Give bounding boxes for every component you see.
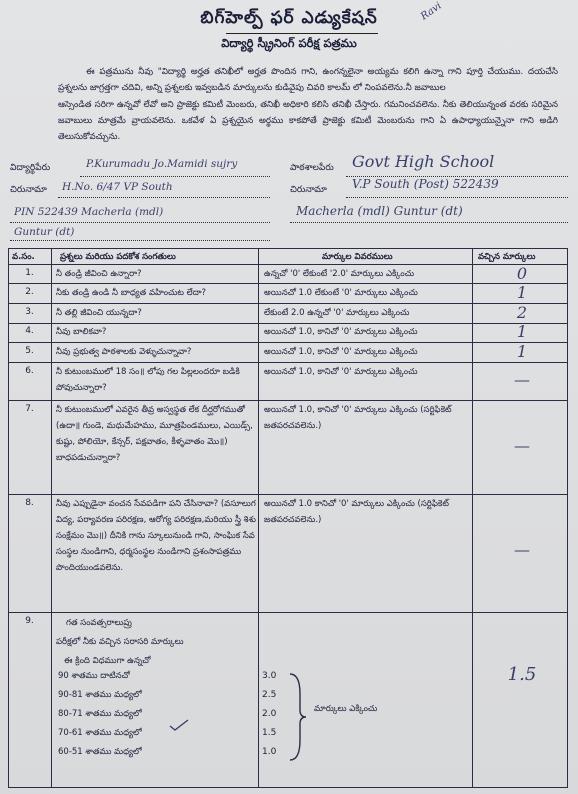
row-3-sno: 3. (25, 307, 34, 317)
pin-line-rule (10, 222, 270, 223)
school-name-value[interactable]: Govt High School (352, 152, 495, 171)
row-6-sno: 6. (25, 366, 34, 376)
form-title: బిగ్‌హెల్ప్ ఫర్ ఎడ్యుకేషన్ (200, 8, 378, 28)
school-pin-line[interactable]: Macherla (mdl) Guntur (dt) (296, 204, 463, 218)
row-9-line-2: పరీక్షలో నీకు వచ్చిన సరాసరి మార్కులు (56, 637, 184, 647)
row-8-question: నీవు ఎప్పుడైనా వంచన సేవపడిగా పని చేసినావా? (వసూలుగ విద్య, పర్యావరణ పరిరక్షణ, ఆరోగ్య పరిరక్షణ,మరియు స్త్రీ శిశు సంక్షేమం మొ॥) దీనికి గాను స్కూలునుండి గాని, సాంఘిక సేవ సంస్థల నుండిగాని, ధర్మసంస్థల నుండిగాని ప్రశంసాపత్రము పొందియుండవలెను. (56, 499, 256, 573)
row-5-sno: 5. (25, 346, 34, 356)
grade-label-1: 90 శాతము దాటినచో (58, 671, 130, 681)
col-divider (258, 248, 259, 788)
row-7-question: నీ కుటుంబములో ఎవరైన తీవ్ర అస్వస్థత లేక దీర్ఘరోగముతో (ఉదా॥ గుండె, మధుమేహము, మూత్రపిండములు, ఎయిడ్స్, కుష్టు, పోలియో, కేన్సర్, పక్షవాతం, కీళ్ళవాతం మొ॥) బాధపడుచున్నారా? (56, 405, 253, 463)
row-7-sno: 7. (25, 404, 34, 414)
row-divider (8, 400, 568, 401)
form-subtitle: విద్యార్థి స్క్రీనింగ్ పరీక్ష పత్రము (221, 36, 357, 50)
grade-value-2: 2.5 (262, 690, 277, 700)
row-1-awarded[interactable]: 0 (516, 264, 528, 283)
row-6-marks: అయినచో 1.0, కానిచో '0' మార్కులు ఎక్కించు (264, 367, 418, 377)
student-name-label: విద్యార్థిపేరు (10, 163, 51, 173)
row-6-question: నీ కుటుంబములో 18 సం॥ లోపు గల పిల్లలందరూ బడికి పోవుచున్నారా? (56, 367, 240, 393)
row-5-question: నీవు ప్రభుత్వ పాఠశాలకు వెళ్ళుచున్నావా? (56, 347, 192, 357)
district-line-rule (10, 240, 270, 241)
row-5-awarded[interactable]: 1 (516, 342, 528, 361)
row-2-awarded[interactable]: 1 (516, 283, 528, 302)
grade-label-4: 70-61 శాతము మధ్యలో (58, 728, 142, 738)
row-2-question: నీకు తండ్రి ఉండి నీ బాధ్యత వహించుట లేదా? (56, 288, 207, 298)
row-3-marks: లేకుంటే 2.0 ఉన్నచో '0' మార్కులు ఎక్కించు (264, 308, 410, 318)
tick-mark-icon (168, 718, 190, 732)
address-label: చిరునామా (10, 185, 47, 195)
grade-brace (288, 672, 308, 762)
row-4-marks: అయినచో 1.0, కానిచో '0' మార్కులు ఎక్కించు (264, 327, 418, 337)
grade-value-4: 1.5 (262, 728, 277, 738)
row-6-awarded[interactable]: — (514, 370, 530, 389)
grade-label-5: 60-51 శాతము మధ్యలో (58, 747, 142, 757)
student-name-value[interactable]: P.Kurumadu Jo.Mamidi sujry (86, 158, 238, 170)
row-divider (8, 362, 568, 363)
row-1-question: నీ తండ్రి జీవించి ఉన్నారా? (56, 269, 142, 279)
instructions-paragraph-2: ఆస్సెండిత సరిగా ఉన్నవో లేవో అని ప్రాజెక్టు కమిటీ మెంబరు, తనిఖీ అధికారి కలిసి తనిఖీ చేస్తారు. గమనించవలెను. నీకు తెలియున్నంత వరకు సరిమైన జవాబులు మాత్రమే వ్రాయవలెను. ఒకవేళ ఏ ప్రశ్నయైన అర్థము కాకపోతే ప్రాజెక్టు కమిటీ మెంబరును గాని ఏ ఉపాధ్యాయున్నైనా గాని అడిగి తెలుసుకోవచ్చును. (58, 99, 558, 143)
title-underline (226, 33, 378, 34)
grade-value-1: 3.0 (262, 671, 277, 681)
row-7-awarded[interactable]: — (514, 436, 530, 455)
grades-note: మార్కులు ఎక్కించు (314, 704, 378, 714)
header-marks-awarded: వచ్చిన మార్కులు (478, 252, 536, 262)
header-sno: వ.సం. (12, 252, 35, 262)
row-4-question: నీవు బాలికవా? (56, 327, 107, 337)
header-marks-detail: మార్కుల వివరములు (322, 252, 393, 262)
district-line[interactable]: Guntur (dt) (14, 226, 75, 238)
row-5-marks: అయినచో 1.0, కానిచో '0' మార్కులు ఎక్కించు (264, 347, 418, 357)
row-8-marks: అయినచో 1.0 కానిచో '0' మార్కులు ఎక్కించు (సర్టిఫికెట్ జతపరచవలెను.) (264, 499, 449, 525)
grade-label-2: 90-81 శాతము మధ్యలో (58, 690, 142, 700)
row-8-sno: 8. (25, 498, 34, 508)
row-divider (8, 612, 568, 613)
grade-label-3: 80-71 శాతము మధ్యలో (58, 709, 142, 719)
header-question: ప్రశ్నలు మరియు పదకోశ సంగతులు (60, 252, 176, 262)
row-2-marks: అయినచో 1.0 లేకుంటే '0' మార్కులు ఎక్కించు (264, 288, 418, 298)
row-2-sno: 2. (25, 287, 34, 297)
handwritten-signature: Ravi (418, 0, 444, 23)
row-9-sno: 9. (25, 616, 34, 626)
school-address-value[interactable]: V.P South (Post) 522439 (352, 177, 499, 191)
row-9-line-3: ఈ క్రింది విధముగా ఉన్నచో (64, 656, 151, 666)
row-1-sno: 1. (25, 268, 34, 278)
school-address-line (346, 197, 568, 198)
row-9-line-1: గత సంవత్సరాలుప్రు (66, 618, 132, 628)
school-pin-line-rule (290, 222, 568, 223)
row-divider (8, 494, 568, 495)
row-4-sno: 4. (25, 326, 34, 336)
pin-line[interactable]: PIN 522439 Macherla (mdl) (14, 206, 164, 218)
instructions-paragraph-1: ఈ పత్రమును నీవు "విద్యార్థి అర్హత తనిఖీలో అర్హత పొందిన గాని, ఉంగన్నలైనా అయ్యమ కలిగి ఉన్నా గాని పూర్తి చేయుము. దయచేసి ప్రశ్నలను జాగ్రత్తగా చదివి, అన్ని ప్రశ్నలకు ఇవ్వబడిన మార్కులను కుడివైపు చివరి కాలమ్ లో నింపవలెను.నీ జవాబుల (58, 67, 558, 94)
row-9-question (56, 614, 256, 671)
row-1-marks: ఉన్నచో '0' లేకుంటే '2.0' మార్కులు ఎక్కించు (264, 269, 415, 279)
row-7-marks: అయినచో 1.0, కానిచో '0' మార్కులు ఎక్కించు (సర్టిఫికెట్ జతపరచవలెను.) (264, 405, 452, 431)
grade-value-3: 2.0 (262, 709, 277, 719)
row-3-awarded[interactable]: 2 (516, 303, 528, 322)
address-value[interactable]: H.No. 6/47 VP South (62, 181, 173, 193)
student-name-line (80, 176, 270, 177)
row-4-awarded[interactable]: 1 (516, 322, 528, 341)
instructions (58, 64, 558, 145)
school-name-label: పాఠశాలపేరు (290, 163, 334, 173)
row-3-question: నీ తల్లి జీవించి యున్నదా? (56, 308, 142, 318)
row-8-awarded[interactable]: — (514, 540, 530, 559)
col-divider (51, 248, 52, 788)
row-9-awarded[interactable]: 1.5 (507, 664, 537, 685)
col-divider (472, 248, 473, 788)
school-address-label: చిరునామా (290, 185, 327, 195)
address-line (58, 197, 270, 198)
grade-value-5: 1.0 (262, 747, 277, 757)
